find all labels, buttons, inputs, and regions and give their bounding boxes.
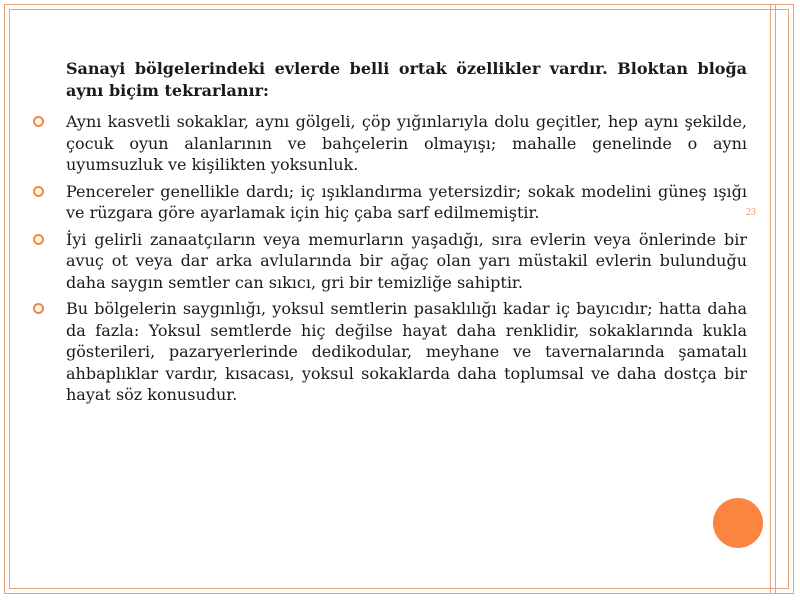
decorative-circle	[713, 498, 763, 548]
bullet-circle-icon	[33, 186, 44, 197]
intro-text: Sanayi bölgelerindeki evlerde belli ortak özellikler vardır. Bloktan bloğa aynı biçim tekrarlanır:	[66, 59, 747, 100]
bullet-circle-icon	[33, 303, 44, 314]
slide-body	[66, 58, 747, 411]
decorative-line	[775, 4, 776, 594]
bullet-text: Pencereler genellikle dardı; iç ışıklandırma yetersizdir; sokak modelini güneş ışığı ve rüzgara göre ayarlamak için hiç çaba sarf edilmemiştir.	[66, 181, 747, 222]
bullet-text: İyi gelirli zanaatçıların veya memurların yaşadığı, sıra evlerin veya önlerinde bir avuç ot veya dar arka avlularında bir ağaç olan yarı müstakil evlerin bulunduğu daha saygın semtler can sıkıcı, gri bir temizliğe sahiptir.	[66, 229, 747, 292]
bullet-text: Aynı kasvetli sokaklar, aynı gölgeli, çöp yığınlarıyla dolu geçitler, hep aynı şekilde, çocuk oyun alanlarının ve bahçelerin olmayışı; mahalle genelinde o aynı uyumsuzluk ve kişilikten yoksunluk.	[66, 112, 747, 174]
bullet-item	[66, 181, 747, 224]
slide-number: 23	[746, 207, 756, 218]
bullet-item	[66, 111, 747, 176]
decorative-line	[770, 4, 771, 594]
bullet-circle-icon	[33, 234, 44, 245]
bullet-item	[66, 229, 747, 294]
bullet-text: Bu bölgelerin saygınlığı, yoksul semtlerin pasaklılığı kadar iç bayıcıdır; hatta daha da fazla: Yoksul semtlerde hiç değilse hayat daha renklidir, sokaklarında kukla gösterileri, pazaryerlerinde dedikodular, meyhane ve tavernalarında şamatalı ahbaplıklar vardır, kısacası, yoksul sokaklarda daha toplumsal ve daha dostça bir hayat söz konusudur.	[66, 299, 747, 404]
bullet-circle-icon	[33, 116, 44, 127]
bullet-item	[66, 298, 747, 406]
